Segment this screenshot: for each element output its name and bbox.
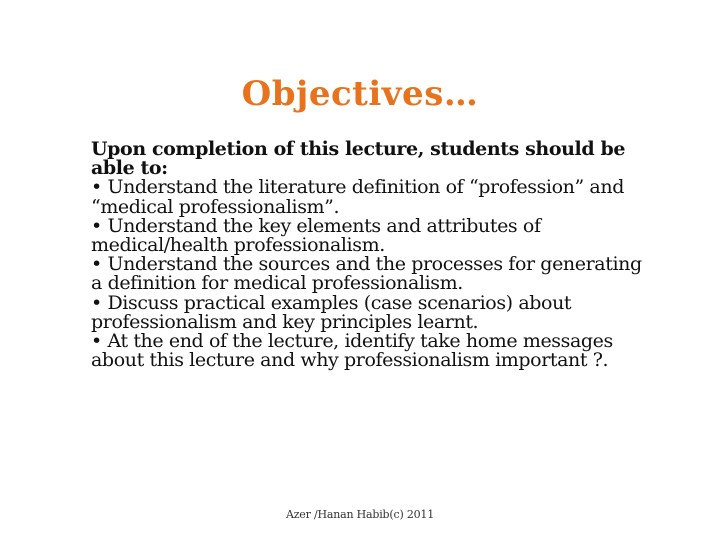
bullet-icon: • [91,253,102,276]
objectives-list [91,178,651,370]
slide-footer: Azer /Hanan Habib(c) 2011 [285,508,435,521]
objective-text: Understand the key elements and attributes of medical/health professionalism. [91,214,541,257]
objective-item [91,214,651,257]
objective-text: Discuss practical examples (case scenarios) about professionalism and key principles learnt. [91,291,572,333]
objective-text: At the end of the lecture, identify take home messages about this lecture and why professionalism important ?. [91,330,613,372]
intro-text: Upon completion of this lecture, students should be able to: [91,138,626,180]
slide-body [91,140,651,370]
objective-item [91,332,651,370]
bullet-icon: • [91,291,102,314]
bullet-icon: • [91,214,102,237]
objective-text: Understand the sources and the processes for generating a definition for medical professionalism. [91,253,642,295]
bullet-icon: • [91,330,102,353]
objective-item [91,178,651,216]
objective-item [91,255,651,293]
bullet-icon: • [91,176,102,199]
objective-item [91,291,651,333]
slide-title: Objectives… [241,74,479,114]
objective-text: Understand the literature definition of “profession” and “medical professionalism”. [91,176,624,218]
